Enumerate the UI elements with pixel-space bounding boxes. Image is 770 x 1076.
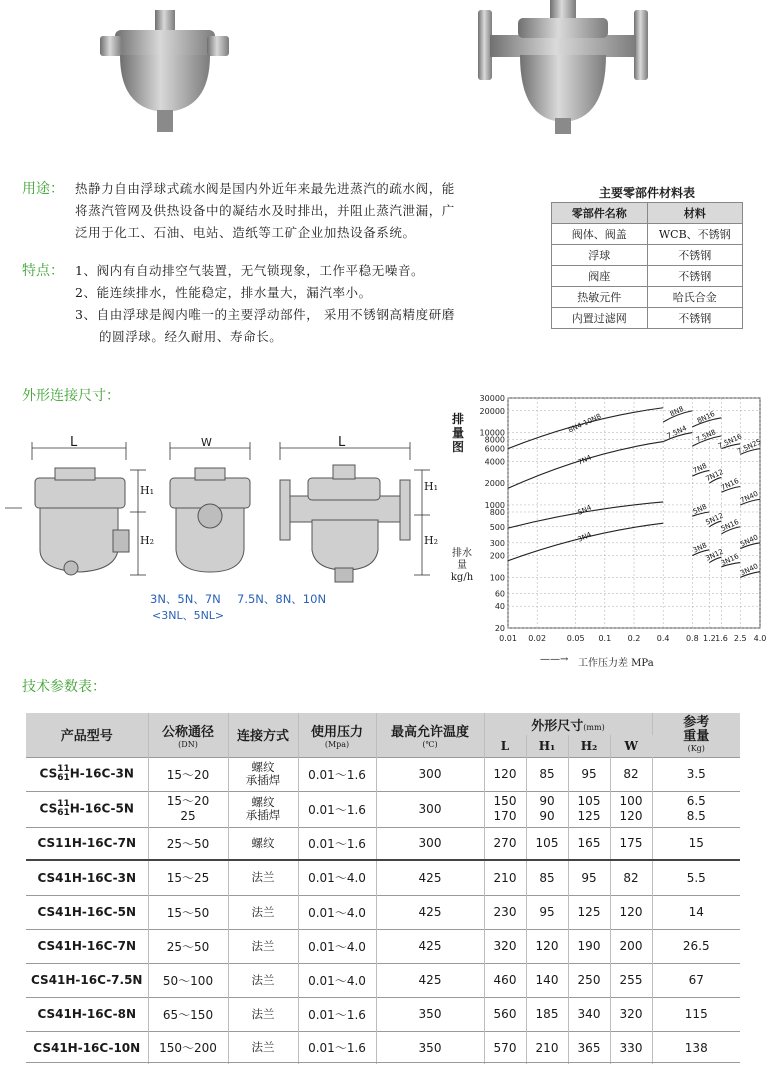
x-tick-label: 0.4	[656, 634, 670, 643]
table-row	[26, 757, 740, 791]
H2-cell: 250	[568, 963, 610, 997]
materials-row	[552, 287, 743, 308]
model-cell	[26, 791, 148, 827]
flanged-trap-photo	[468, 0, 658, 150]
W-cell: 320	[610, 997, 652, 1031]
header-weight-label: 参考重量	[683, 715, 710, 745]
model-suffix: H-16C-3N	[69, 766, 134, 781]
model-cell: CS41H-16C-5N	[26, 895, 148, 929]
materials-header: 零部件名称	[552, 203, 648, 224]
feature-line: 的圆浮球。经久耐用、寿命长。	[99, 329, 283, 344]
model-cell: CS41H-16C-3N	[26, 860, 148, 895]
caption-small-models: 3N、5N、7N	[150, 592, 221, 606]
H1-cell: 210	[526, 1031, 568, 1064]
header-dn-label: 公称通径	[161, 724, 214, 740]
header-dims-label: 外形尺寸	[531, 718, 584, 734]
W-cell: 330	[610, 1031, 652, 1064]
part-name: 内置过滤网	[552, 308, 648, 329]
dim-L-2: L	[338, 435, 346, 450]
series-label: 3N40	[739, 562, 760, 578]
table-row	[26, 860, 740, 895]
weight-cell: 67	[652, 963, 740, 997]
series-line	[508, 523, 663, 560]
feature-line: 1、阀内有自动排空气装置，无气锁现象，工作平稳无噪音。	[75, 263, 425, 278]
header-H1: H₁	[526, 735, 568, 757]
part-name: 阀体、阀盖	[552, 224, 648, 245]
part-name: 热敏元件	[552, 287, 648, 308]
L-cell: 270	[484, 827, 526, 860]
feature-line: 2、能连续排水，性能稳定，排水量大，漏汽率小。	[75, 285, 372, 300]
materials-header-row	[552, 203, 743, 224]
y-tick-label: 2000	[484, 479, 505, 489]
y-tick-label: 6000	[484, 444, 505, 454]
header-pressure	[298, 713, 376, 757]
H2-cell: 365	[568, 1031, 610, 1064]
L-cell: 560	[484, 997, 526, 1031]
materials-row	[552, 245, 743, 266]
y-tick-label: 60	[494, 589, 505, 599]
table-bottom-rule	[26, 1062, 740, 1063]
usage-line: 泛用于化工、石油、电站、造纸等工矿企业加热设备系统。	[75, 225, 416, 240]
series-label: 5N4	[576, 503, 593, 517]
part-material: WCB、不锈钢	[647, 224, 743, 245]
conn-cell: 法兰	[228, 1031, 298, 1064]
header-dn-unit: (DN)	[178, 739, 198, 749]
temp-cell: 425	[376, 963, 484, 997]
W-value: 120	[619, 809, 643, 823]
series-label: 3N16	[719, 552, 741, 568]
model-cell: CS11H-16C-7N	[26, 827, 148, 860]
L-cell	[484, 791, 526, 827]
series-label: 5N12	[704, 511, 725, 527]
conn-cell: 法兰	[228, 929, 298, 963]
dim-W: W	[201, 436, 212, 449]
temp-cell: 425	[376, 929, 484, 963]
L-cell: 320	[484, 929, 526, 963]
series-label: 3N4	[576, 530, 593, 544]
W-value: 100	[619, 794, 643, 808]
y-tick-label: 40	[494, 602, 505, 612]
dn-cell: 150～200	[148, 1031, 228, 1064]
weight-cell: 115	[652, 997, 740, 1031]
H1-cell: 185	[526, 997, 568, 1031]
x-tick-label: 0.2	[627, 634, 641, 643]
y-tick-label: 8000	[484, 435, 505, 445]
weight-cell: 15	[652, 827, 740, 860]
x-tick-label: 1.2	[702, 634, 716, 643]
conn-value: 螺纹	[251, 795, 275, 809]
H2-cell: 95	[568, 860, 610, 895]
temp-cell: 425	[376, 895, 484, 929]
usage-text	[75, 178, 545, 244]
series-label: 5N40	[739, 533, 760, 549]
chart-ylabel: 排水量 kg/h	[450, 548, 474, 583]
dim-H2-1: H₂	[140, 534, 155, 547]
usage-line: 将蒸汽管网及供热设备中的凝结水及时排出，并阻止蒸汽泄漏，广	[75, 203, 455, 218]
H1-cell: 85	[526, 757, 568, 791]
y-tick-label: 800	[489, 507, 505, 517]
header-H2: H₂	[568, 735, 610, 757]
dim-H2-2: H₂	[424, 534, 439, 547]
header-conn: 连接方式	[228, 713, 298, 757]
model-cell: CS41H-16C-7.5N	[26, 963, 148, 997]
series-label: 5N8	[691, 502, 709, 516]
temp-cell: 300	[376, 827, 484, 860]
y-tick-label: 10000	[479, 428, 505, 438]
L-cell: 460	[484, 963, 526, 997]
table-row	[26, 997, 740, 1031]
materials-header: 材料	[647, 203, 743, 224]
W-cell: 255	[610, 963, 652, 997]
header-pressure-unit: (Mpa)	[324, 739, 350, 749]
dn-cell: 15～25	[148, 860, 228, 895]
part-name: 浮球	[552, 245, 648, 266]
header-W: W	[610, 735, 652, 757]
header-temp-label: 最高允许温度	[390, 724, 469, 740]
series-label: 7.5N4	[665, 424, 689, 441]
H1-cell: 95	[526, 895, 568, 929]
model-sup: 11	[57, 764, 70, 774]
model-cell: CS41H-16C-10N	[26, 1031, 148, 1064]
table-row	[26, 827, 740, 860]
x-tick-label: 2.5	[733, 634, 747, 643]
H2-cell: 125	[568, 895, 610, 929]
part-material: 不锈钢	[647, 245, 743, 266]
weight-value: 6.5	[686, 794, 706, 808]
pressure-cell: 0.01～1.6	[298, 791, 376, 827]
series-label: 7N16	[719, 476, 741, 493]
table-row	[26, 1031, 740, 1064]
series-label: 7N4	[576, 453, 593, 467]
H1-value: 90	[539, 794, 555, 808]
dn-cell: 25～50	[148, 827, 228, 860]
dim-L-1: L	[70, 435, 78, 450]
model-sub: 61	[57, 808, 70, 818]
series-line	[508, 408, 663, 449]
y-tick-label: 20000	[479, 406, 505, 416]
series-label: 3N8	[691, 541, 709, 555]
y-tick-label: 300	[489, 538, 505, 548]
L-cell: 570	[484, 1031, 526, 1064]
x-tick-label: 0.01	[499, 634, 517, 643]
dimensions-label: 外形连接尺寸：	[22, 388, 120, 404]
H2-cell: 340	[568, 997, 610, 1031]
pressure-cell: 0.01～1.6	[298, 757, 376, 791]
pressure-cell: 0.01～4.0	[298, 860, 376, 895]
H1-cell: 85	[526, 860, 568, 895]
header-dims-unit: (mm)	[583, 722, 605, 732]
threaded-trap-photo	[95, 0, 235, 140]
pressure-cell: 0.01～1.6	[298, 827, 376, 860]
temp-cell: 300	[376, 757, 484, 791]
usage-line: 热静力自由浮球式疏水阀是国内外近年来最先进蒸汽的疏水阀，能	[75, 181, 455, 196]
features-label: 特点：	[22, 263, 64, 279]
dn-value: 25	[180, 809, 196, 823]
H2-cell	[568, 791, 610, 827]
model-cell: CS41H-16C-7N	[26, 929, 148, 963]
dn-cell: 15～20	[148, 757, 228, 791]
spec-label: 技术参数表：	[22, 679, 106, 695]
series-label: 7.5N25	[736, 437, 763, 456]
L-cell: 210	[484, 860, 526, 895]
y-tick-label: 500	[489, 522, 505, 532]
conn-cell: 法兰	[228, 963, 298, 997]
model-cell: CS41H-16C-8N	[26, 997, 148, 1031]
H1-cell: 140	[526, 963, 568, 997]
dn-value: 15～20	[166, 794, 210, 808]
pressure-cell: 0.01～4.0	[298, 929, 376, 963]
H1-value: 90	[539, 809, 555, 823]
feature-line: 3、自由浮球是阀内唯一的主要浮动部件， 采用不锈钢高精度研磨	[75, 307, 455, 322]
dn-cell: 15～50	[148, 895, 228, 929]
dim-H1-2: H₁	[424, 480, 439, 493]
header-model: 产品型号	[26, 713, 148, 757]
H1-cell: 120	[526, 929, 568, 963]
part-name: 阀座	[552, 266, 648, 287]
x-tick-label: 0.8	[685, 634, 699, 643]
table-row	[26, 895, 740, 929]
series-label: 7N12	[704, 467, 725, 484]
weight-cell	[652, 791, 740, 827]
dn-cell: 25～50	[148, 929, 228, 963]
materials-table	[551, 202, 743, 329]
W-cell: 175	[610, 827, 652, 860]
spec-table	[26, 713, 740, 1064]
header-dn	[148, 713, 228, 757]
temp-cell: 300	[376, 791, 484, 827]
features-text	[75, 260, 545, 348]
dn-cell	[148, 791, 228, 827]
conn-value: 螺纹	[251, 760, 275, 774]
dim-H1-1: H₁	[140, 484, 155, 497]
conn-cell: 法兰	[228, 860, 298, 895]
y-tick-label: 30000	[479, 394, 505, 403]
model-sup: 11	[57, 799, 70, 809]
series-label: 7N8	[691, 461, 709, 476]
table-row	[26, 791, 740, 827]
model-prefix: CS	[39, 766, 58, 781]
materials-row	[552, 308, 743, 329]
W-cell: 120	[610, 895, 652, 929]
W-cell	[610, 791, 652, 827]
temp-cell: 350	[376, 1031, 484, 1064]
header-dims	[484, 713, 652, 735]
weight-cell: 5.5	[652, 860, 740, 895]
temp-cell: 350	[376, 997, 484, 1031]
usage-label: 用途：	[22, 181, 64, 197]
part-material: 不锈钢	[647, 308, 743, 329]
series-label: 3N12	[704, 547, 725, 563]
L-value: 150	[493, 794, 517, 808]
part-material: 哈氏合金	[647, 287, 743, 308]
materials-row	[552, 224, 743, 245]
H2-value: 105	[577, 794, 601, 808]
conn-cell: 螺纹	[228, 827, 298, 860]
header-L: L	[484, 735, 526, 757]
x-tick-label: 0.05	[566, 634, 585, 643]
x-tick-label: 0.02	[528, 634, 547, 643]
spec-header-row	[26, 713, 740, 735]
series-label: 7.5N16	[716, 432, 744, 451]
series-label: 7.5N8	[694, 428, 718, 445]
conn-cell: 法兰	[228, 997, 298, 1031]
conn-cell	[228, 791, 298, 827]
pressure-cell: 0.01～1.6	[298, 1031, 376, 1064]
series-label: 5N16	[719, 517, 741, 534]
H2-cell: 190	[568, 929, 610, 963]
y-tick-label: 20	[494, 624, 505, 633]
W-cell: 82	[610, 860, 652, 895]
header-weight-unit: (Kg)	[687, 744, 705, 754]
x-tick-label: 1.6	[715, 634, 728, 643]
model-suffix: H-16C-5N	[69, 801, 134, 816]
H1-cell: 105	[526, 827, 568, 860]
discharge-chart	[470, 390, 770, 650]
header-temp	[376, 713, 484, 757]
materials-row	[552, 266, 743, 287]
model-sub: 61	[57, 773, 70, 783]
weight-cell: 26.5	[652, 929, 740, 963]
dn-cell: 50～100	[148, 963, 228, 997]
H2-cell: 95	[568, 757, 610, 791]
caption-small-models-alt: <3NL、5NL>	[152, 609, 225, 622]
materials-title: 主要零部件材料表	[598, 186, 695, 200]
series-label: 8N4-10N8	[567, 412, 603, 435]
series-label: 8N8	[668, 404, 685, 419]
pressure-cell: 0.01～4.0	[298, 963, 376, 997]
conn-value: 承插焊	[245, 808, 281, 822]
conn-cell: 法兰	[228, 895, 298, 929]
H1-cell	[526, 791, 568, 827]
W-cell: 82	[610, 757, 652, 791]
y-tick-label: 4000	[484, 457, 505, 467]
table-row	[26, 963, 740, 997]
weight-value: 8.5	[686, 809, 706, 823]
pressure-cell: 0.01～1.6	[298, 997, 376, 1031]
pressure-cell: 0.01～4.0	[298, 895, 376, 929]
table-row	[26, 929, 740, 963]
W-cell: 200	[610, 929, 652, 963]
dn-cell: 65～150	[148, 997, 228, 1031]
L-cell: 230	[484, 895, 526, 929]
chart-xlabel: 工作压力差 MPa	[578, 658, 654, 669]
x-tick-label: 0.1	[598, 634, 612, 643]
chart-xlabel-arrow: ——→	[540, 654, 569, 665]
H2-cell: 165	[568, 827, 610, 860]
model-prefix: CS	[39, 801, 58, 816]
L-cell: 120	[484, 757, 526, 791]
L-value: 170	[493, 809, 517, 823]
series-label: 8N16	[695, 409, 717, 426]
y-tick-label: 1000	[484, 500, 505, 510]
conn-value: 承插焊	[245, 773, 281, 787]
H2-value: 125	[577, 809, 601, 823]
y-tick-label: 100	[489, 573, 505, 583]
header-temp-unit: (℃)	[422, 739, 438, 749]
header-weight	[652, 713, 740, 757]
series-label: 7N40	[739, 489, 760, 505]
chart-title: 排量图	[452, 412, 465, 454]
caption-large-models: 7.5N、8N、10N	[237, 592, 327, 606]
weight-cell: 3.5	[652, 757, 740, 791]
header-pressure-label: 使用压力	[310, 724, 363, 740]
model-cell	[26, 757, 148, 791]
conn-cell	[228, 757, 298, 791]
weight-cell: 138	[652, 1031, 740, 1064]
x-tick-label: 4.0	[753, 634, 767, 643]
dimension-drawings	[0, 420, 440, 620]
part-material: 不锈钢	[647, 266, 743, 287]
weight-cell: 14	[652, 895, 740, 929]
y-tick-label: 200	[489, 551, 505, 561]
temp-cell: 425	[376, 860, 484, 895]
